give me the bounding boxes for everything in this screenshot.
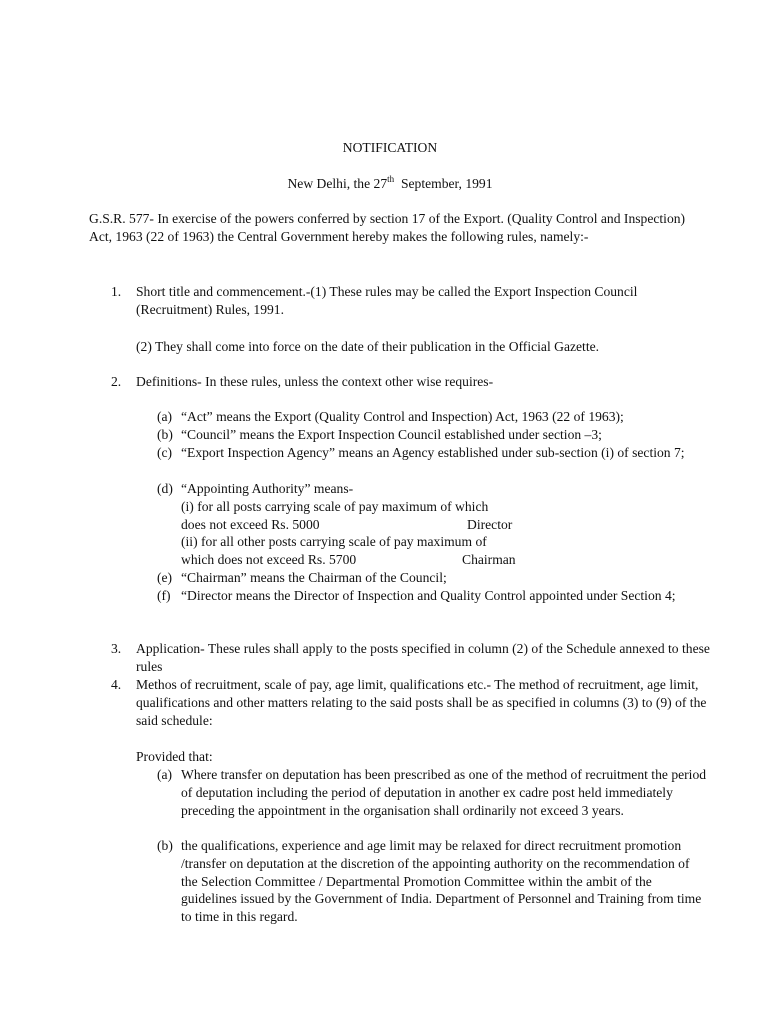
proviso-b bbox=[157, 837, 707, 926]
proviso-b-label: (b) bbox=[157, 838, 173, 853]
rule-1 bbox=[111, 283, 711, 319]
definition-d-ii-line2: which does not exceed Rs. 5700 Chairman bbox=[181, 552, 516, 568]
definition-e-text: “Chairman” means the Chairman of the Council; bbox=[181, 570, 447, 585]
definition-e bbox=[157, 569, 707, 587]
proviso-a-label: (a) bbox=[157, 767, 173, 782]
dateline-ordinal: th bbox=[387, 174, 395, 184]
rule-1-number: 1. bbox=[111, 284, 122, 299]
definition-c-text: “Export Inspection Agency” means an Agency established under sub-section (i) of section 7; bbox=[181, 445, 685, 460]
definition-d-ii-line1: (ii) for all other posts carrying scale of pay maximum of bbox=[181, 534, 487, 550]
page-title: NOTIFICATION bbox=[342, 140, 438, 155]
definition-a bbox=[157, 408, 707, 426]
rule-2 bbox=[111, 373, 711, 391]
definition-a-text: “Act” means the Export (Quality Control and Inspection) Act, 1963 (22 of 1963); bbox=[181, 409, 624, 424]
rule-2-text: Definitions- In these rules, unless the context other wise requires- bbox=[136, 374, 494, 389]
proviso-b-text: the qualifications, experience and age limit may be relaxed for direct recruitment promotion /transfer on deputation at the discretion of the appointing authority on the recommendation of the Selection Committee / Departmental Promotion Committee within the ambit of the guidelines issued by the Government of India. Department of Personnel and Training from time to time in this regard. bbox=[181, 838, 702, 925]
dateline bbox=[0, 175, 768, 193]
definition-c-label: (c) bbox=[157, 445, 173, 460]
definition-c bbox=[157, 444, 707, 462]
proviso-a-text: Where transfer on deputation has been prescribed as one of the method of recruitment the period of deputation including the period of deputation in another ex cadre post held immediately preceding the appointment in the organisation shall ordinarily not exceed 3 years. bbox=[181, 767, 707, 818]
definition-f-text: “Director means the Director of Inspection and Quality Control appointed under Section 4; bbox=[181, 588, 676, 603]
definition-e-label: (e) bbox=[157, 570, 173, 585]
proviso-heading: Provided that: bbox=[136, 749, 213, 764]
definition-a-label: (a) bbox=[157, 409, 173, 424]
proviso-a bbox=[157, 766, 707, 819]
definition-d-i-line2: does not exceed Rs. 5000 Director bbox=[181, 516, 513, 532]
appointing-authority-chairman: Chairman bbox=[462, 552, 516, 568]
definition-f bbox=[157, 587, 707, 605]
definition-f-label: (f) bbox=[157, 588, 171, 603]
dateline-text: New Delhi, the 27 bbox=[287, 176, 388, 191]
dateline-date: September, 1991 bbox=[400, 176, 493, 191]
rule-4 bbox=[111, 676, 711, 729]
intro-paragraph: G.S.R. 577- In exercise of the powers conferred by section 17 of the Export. (Quality Control and Inspection) Act, 1963 (22 of 1963) the Central Government hereby makes the following rules, namely:- bbox=[89, 211, 686, 244]
definition-b-text: “Council” means the Export Inspection Council established under section –3; bbox=[181, 427, 602, 442]
rule-3-text: Application- These rules shall apply to the posts specified in column (2) of the Schedule annexed to these rules bbox=[136, 641, 710, 674]
appointing-authority-director: Director bbox=[467, 516, 513, 532]
rule-1-text: Short title and commencement.-(1) These rules may be called the Export Inspection Council (Recruitment) Rules, 1991. bbox=[136, 284, 638, 317]
definition-d-label: (d) bbox=[157, 481, 173, 496]
rule-1-subrule-2: (2) They shall come into force on the date of their publication in the Official Gazette. bbox=[136, 339, 600, 354]
rule-3-number: 3. bbox=[111, 641, 122, 656]
definition-d bbox=[157, 480, 707, 569]
definition-d-i-line1: (i) for all posts carrying scale of pay maximum of which bbox=[181, 498, 489, 514]
rule-4-text: Methos of recruitment, scale of pay, age limit, qualifications etc.- The method of recruitment, age limit, qualifications and other matters relating to the said posts shall be as specified in columns (3) to (9) of the said schedule: bbox=[136, 677, 707, 728]
rule-2-number: 2. bbox=[111, 374, 122, 389]
definition-d-text: “Appointing Authority” means- bbox=[181, 481, 354, 496]
definition-b bbox=[157, 426, 707, 444]
rule-3 bbox=[111, 640, 711, 676]
rule-4-number: 4. bbox=[111, 677, 122, 692]
definition-b-label: (b) bbox=[157, 427, 173, 442]
